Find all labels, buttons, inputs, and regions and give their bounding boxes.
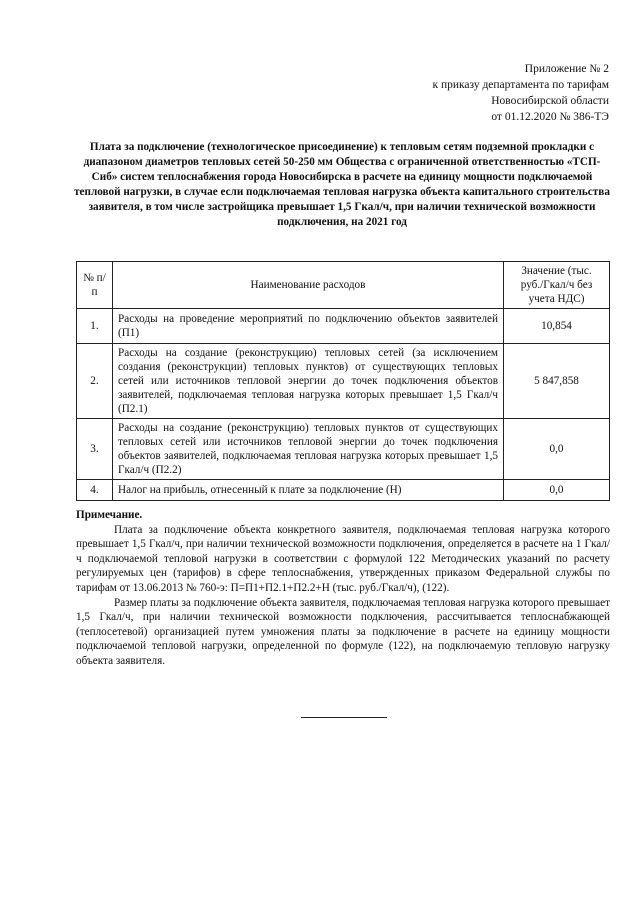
row-value: 10,854 xyxy=(504,309,610,344)
appendix-order-date: от 01.12.2020 № 386-ТЭ xyxy=(491,111,609,123)
table-row xyxy=(77,309,610,344)
appendix-order-ref: к приказу департамента по тарифам xyxy=(432,79,609,91)
row-num: 4. xyxy=(77,480,113,501)
row-name: Расходы на проведение мероприятий по подключению объектов заявителей (П1) xyxy=(113,309,504,344)
row-name: Расходы на создание (реконструкцию) тепловых пунктов от существующих тепловых сетей или источников тепловой энергии до точек подключения объектов заявителей, подключаемая тепловая нагрузка которых превышает 1,5 Гкал/ч (П2.2) xyxy=(113,419,504,480)
costs-table xyxy=(76,261,610,501)
document-title: Плата за подключение (технологическое присоединение) к тепловым сетям подземной прокладки с диапазоном диаметров тепловых сетей 50-250 мм Общества с ограниченной ответственностью «ТСП-Сиб» систем теплоснабжения города Новосибирска в расчете на единицу мощности подключаемой тепловой нагрузки, в случае если подключаемая тепловая нагрузка объекта капитального строительства заявителя, в том числе застройщика превышает 1,5 Гкал/ч, при наличии технической возможности подключения, на 2021 год xyxy=(74,141,610,228)
note-section xyxy=(76,508,610,669)
row-num: 3. xyxy=(77,419,113,480)
row-value: 5 847,858 xyxy=(504,344,610,419)
row-value: 0,0 xyxy=(504,480,610,501)
row-num: 1. xyxy=(77,309,113,344)
row-value: 0,0 xyxy=(504,419,610,480)
row-num: 2. xyxy=(77,344,113,419)
appendix-region: Новосибирской области xyxy=(491,95,609,107)
header-name: Наименование расходов xyxy=(113,262,504,309)
table-header-row xyxy=(77,262,610,309)
row-name: Расходы на создание (реконструкцию) тепловых сетей (за исключением создания (реконструкции) тепловых пунктов) от существующих тепловых сетей или источников тепловой энергии до точек подключения объектов заявителей, подключаемая тепловая нагрузка которых превышает 1,5 Гкал/ч (П2.1) xyxy=(113,344,504,419)
appendix-header xyxy=(432,61,609,125)
row-name: Налог на прибыль, отнесенный к плате за подключение (Н) xyxy=(113,480,504,501)
note-paragraph-2: Размер платы за подключение объекта заявителя, подключаемая тепловая нагрузка которого превышает 1,5 Гкал/ч, при наличии технической возможности подключения, рассчитывается теплоснабжающей (теплосетевой) организацией путем умножения платы за подключение в расчете на единицу мощности подключаемой тепловой нагрузки, определенной по формуле (122), на подключаемую тепловую нагрузку объекта заявителя. xyxy=(76,596,610,667)
table-row xyxy=(77,344,610,419)
header-num: № п/п xyxy=(77,262,113,309)
table-row xyxy=(77,480,610,501)
note-paragraph-1: Плата за подключение объекта конкретного заявителя, подключаемая тепловая нагрузка которого превышает 1,5 Гкал/ч, при наличии технической возможности подключения, определяется в расчете на 1 Гкал/ч подключаемой тепловой нагрузки в соответствии с формулой 122 Методических указаний по расчету регулируемых цен (тарифов) в сфере теплоснабжения, утвержденных приказом Федеральной службы по тарифам от 13.06.2013 № 760-э: П=П1+П2.1+П2.2+Н (тыс. руб./Гкал/ч), (122). xyxy=(76,523,610,594)
note-heading: Примечание. xyxy=(76,509,143,521)
header-value: Значение (тыс. руб./Гкал/ч без учета НДС) xyxy=(504,262,610,309)
appendix-number: Приложение № 2 xyxy=(524,63,609,75)
table-row xyxy=(77,419,610,480)
closing-divider xyxy=(301,717,387,718)
